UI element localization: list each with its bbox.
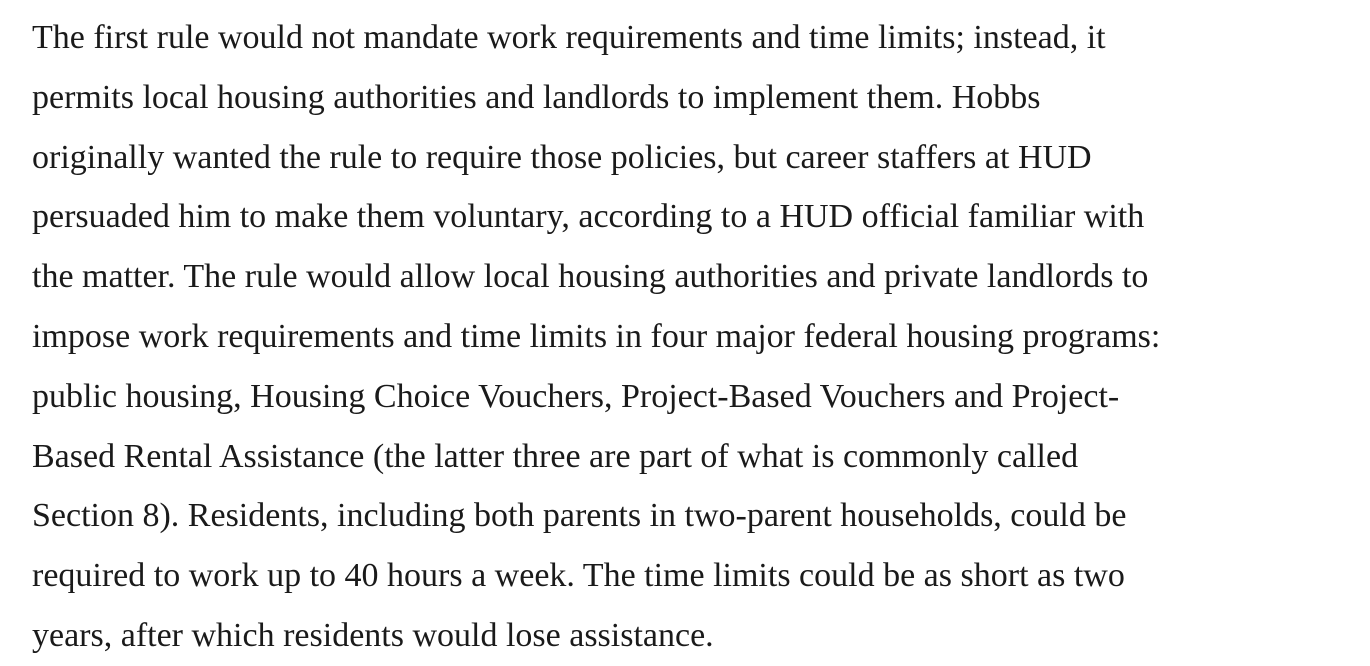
paragraph-line: the matter. The rule would allow local housing authorities and private landlords to [32, 258, 1149, 296]
paragraph-line: impose work requirements and time limits in four major federal housing programs: [32, 317, 1161, 355]
paragraph-line: The first rule would not mandate work requirements and time limits; instead, it [32, 19, 1106, 56]
article-paragraph [32, 8, 1370, 666]
paragraph-line: Section 8). Residents, including both parents in two-parent households, could be [32, 497, 1127, 535]
paragraph-line: public housing, Housing Choice Vouchers, Project-Based Vouchers and Project- [32, 377, 1120, 415]
paragraph-line: originally wanted the rule to require those policies, but career staffers at HUD [32, 138, 1092, 176]
paragraph-line: Based Rental Assistance (the latter three are part of what is commonly called [32, 437, 1079, 475]
paragraph-line: required to work up to 40 hours a week. The time limits could be as short as two [32, 557, 1125, 595]
paragraph-line: years, after which residents would lose assistance. [32, 616, 714, 654]
paragraph-line: persuaded him to make them voluntary, according to a HUD official familiar with [32, 198, 1145, 236]
paragraph-line: permits local housing authorities and landlords to implement them. Hobbs [32, 78, 1041, 116]
